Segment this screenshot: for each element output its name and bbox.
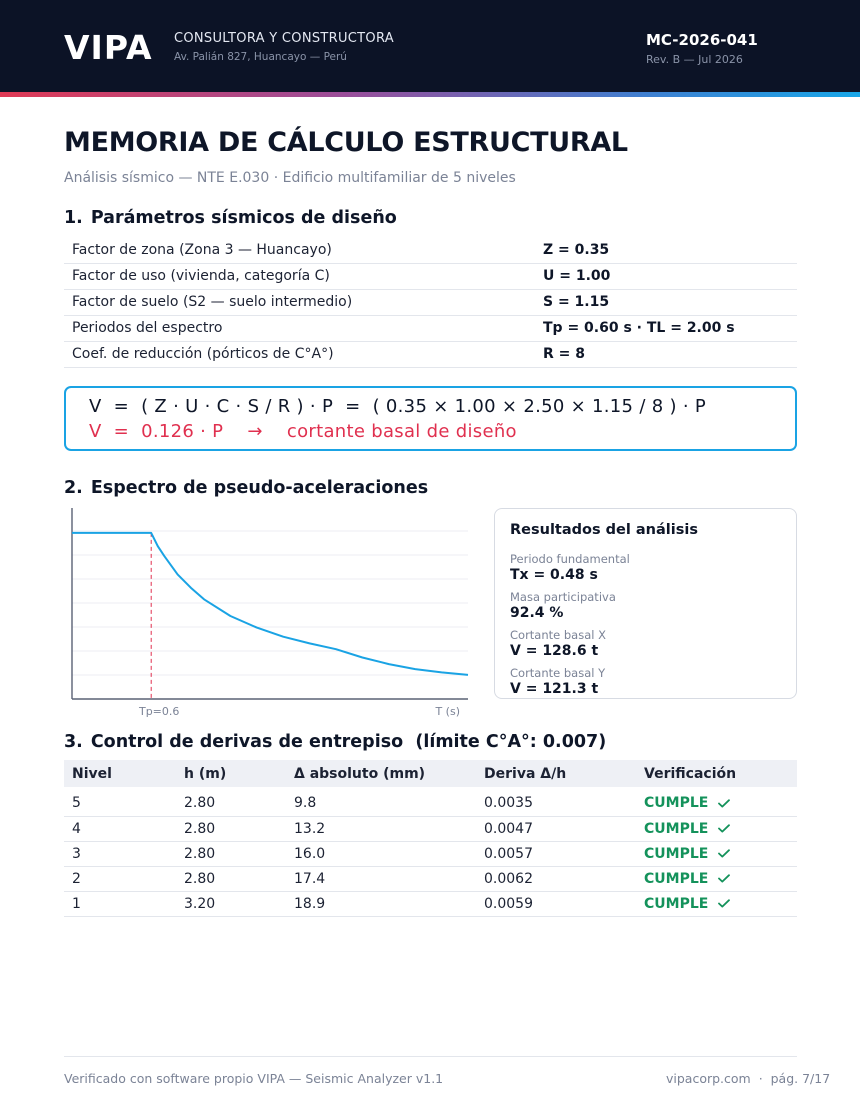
table-row xyxy=(64,866,797,891)
table-row xyxy=(64,891,797,916)
table-row xyxy=(64,237,797,263)
tp-tick-label: Tp=0.6 xyxy=(138,705,180,718)
footer-meta xyxy=(666,1071,830,1086)
section-1-heading xyxy=(64,208,397,228)
result-value: V = 128.6 t xyxy=(510,643,599,659)
param-label: Factor de uso (vivienda, categoría C) xyxy=(64,263,535,289)
footer-separator: · xyxy=(758,1071,763,1086)
cell-nivel: 4 xyxy=(64,816,176,841)
table-row xyxy=(64,841,797,866)
verification-label: CUMPLE xyxy=(644,870,709,887)
result-label: Cortante basal X xyxy=(510,628,606,642)
section-number: 1. xyxy=(64,208,83,228)
column-header: h (m) xyxy=(176,760,286,787)
document-number: MC-2026-041 xyxy=(646,31,758,49)
company-address: Av. Palián 827, Huancayo — Perú xyxy=(174,51,347,63)
param-value: U = 1.00 xyxy=(535,263,797,289)
table-row xyxy=(64,816,797,841)
cell-height: 2.80 xyxy=(176,787,286,816)
section-title: Espectro de pseudo-aceleraciones xyxy=(90,478,429,498)
param-label: Coef. de reducción (pórticos de C°A°) xyxy=(64,341,535,367)
result-label: Masa participativa xyxy=(510,590,616,604)
base-shear-formula-box xyxy=(64,386,797,451)
formula-line: V = ( Z · U · C · S / R ) · P = ( 0.35 × 1.00 × 2.50 × 1.15 / 8 ) · P xyxy=(89,396,707,417)
param-value: Z = 0.35 xyxy=(535,237,797,263)
verification-label: CUMPLE xyxy=(644,895,709,912)
cell-height: 3.20 xyxy=(176,891,286,916)
results-panel xyxy=(494,508,797,699)
cell-verification xyxy=(636,891,797,916)
cell-drift: 0.0062 xyxy=(476,866,636,891)
section-title: Parámetros sísmicos de diseño xyxy=(90,208,397,228)
seismic-parameters-table xyxy=(64,237,797,368)
param-label: Factor de suelo (S2 — suelo intermedio) xyxy=(64,289,535,315)
formula-result: V = 0.126 · P → cortante basal de diseño xyxy=(89,421,517,442)
company-name: CONSULTORA Y CONSTRUCTORA xyxy=(174,31,394,46)
section-number: 3. xyxy=(64,732,83,752)
table-row xyxy=(64,787,797,816)
check-icon xyxy=(718,799,730,808)
table-row xyxy=(64,341,797,367)
param-label: Periodos del espectro xyxy=(64,315,535,341)
header-bar xyxy=(0,0,860,92)
cell-nivel: 2 xyxy=(64,866,176,891)
cell-verification xyxy=(636,866,797,891)
result-value: Tx = 0.48 s xyxy=(510,567,598,583)
page-title: MEMORIA DE CÁLCULO ESTRUCTURAL xyxy=(64,127,628,158)
verification-label: CUMPLE xyxy=(644,845,709,862)
check-icon xyxy=(718,899,730,908)
accent-stripe xyxy=(0,92,860,97)
param-value: Tp = 0.60 s · TL = 2.00 s xyxy=(535,315,797,341)
page-subtitle: Análisis sísmico — NTE E.030 · Edificio multifamiliar de 5 niveles xyxy=(64,170,516,186)
column-header: Verificación xyxy=(636,760,797,787)
spectrum-line xyxy=(72,533,468,675)
cell-drift: 0.0057 xyxy=(476,841,636,866)
param-label: Factor de zona (Zona 3 — Huancayo) xyxy=(64,237,535,263)
cell-drift: 0.0047 xyxy=(476,816,636,841)
column-header: Δ absoluto (mm) xyxy=(286,760,476,787)
cell-nivel: 1 xyxy=(64,891,176,916)
cell-displacement: 13.2 xyxy=(286,816,476,841)
check-icon xyxy=(718,824,730,833)
cell-verification xyxy=(636,787,797,816)
param-value: S = 1.15 xyxy=(535,289,797,315)
cell-nivel: 5 xyxy=(64,787,176,816)
verification-label: CUMPLE xyxy=(644,820,709,837)
cell-drift: 0.0035 xyxy=(476,787,636,816)
x-axis-label: T (s) xyxy=(435,705,460,718)
param-value: R = 8 xyxy=(535,341,797,367)
table-row xyxy=(64,263,797,289)
check-icon xyxy=(718,874,730,883)
check-icon xyxy=(718,849,730,858)
footer-website[interactable]: vipacorp.com xyxy=(666,1071,751,1086)
result-label: Cortante basal Y xyxy=(510,666,606,680)
table-row xyxy=(64,289,797,315)
cell-displacement: 18.9 xyxy=(286,891,476,916)
cell-displacement: 17.4 xyxy=(286,866,476,891)
section-number: 2. xyxy=(64,478,83,498)
company-logo: VIPA xyxy=(64,28,153,67)
cell-height: 2.80 xyxy=(176,841,286,866)
section-2-heading xyxy=(64,478,428,498)
section-title: Control de derivas de entrepiso (límite C°A°: 0.007) xyxy=(90,732,607,752)
drift-table xyxy=(64,760,797,917)
cell-height: 2.80 xyxy=(176,866,286,891)
result-item xyxy=(510,666,796,698)
cell-verification xyxy=(636,841,797,866)
cell-verification xyxy=(636,816,797,841)
section-3-heading xyxy=(64,732,606,752)
result-item xyxy=(510,552,796,584)
cell-displacement: 16.0 xyxy=(286,841,476,866)
page-number: pág. 7/17 xyxy=(770,1071,831,1086)
table-header-row xyxy=(64,760,797,787)
spectrum-chart xyxy=(64,508,474,720)
result-item xyxy=(510,628,796,660)
verification-label: CUMPLE xyxy=(644,795,709,812)
result-item xyxy=(510,590,796,622)
cell-drift: 0.0059 xyxy=(476,891,636,916)
cell-nivel: 3 xyxy=(64,841,176,866)
result-value: 92.4 % xyxy=(510,605,564,621)
footer-divider xyxy=(64,1056,797,1057)
cell-displacement: 9.8 xyxy=(286,787,476,816)
document-revision: Rev. B — Jul 2026 xyxy=(646,53,743,66)
results-title: Resultados del análisis xyxy=(510,522,698,538)
cell-height: 2.80 xyxy=(176,816,286,841)
result-value: V = 121.3 t xyxy=(510,681,599,697)
column-header: Deriva Δ/h xyxy=(476,760,636,787)
footer-verification-note: Verificado con software propio VIPA — Seismic Analyzer v1.1 xyxy=(64,1071,444,1086)
result-label: Periodo fundamental xyxy=(510,552,630,566)
column-header: Nivel xyxy=(64,760,176,787)
table-row xyxy=(64,315,797,341)
